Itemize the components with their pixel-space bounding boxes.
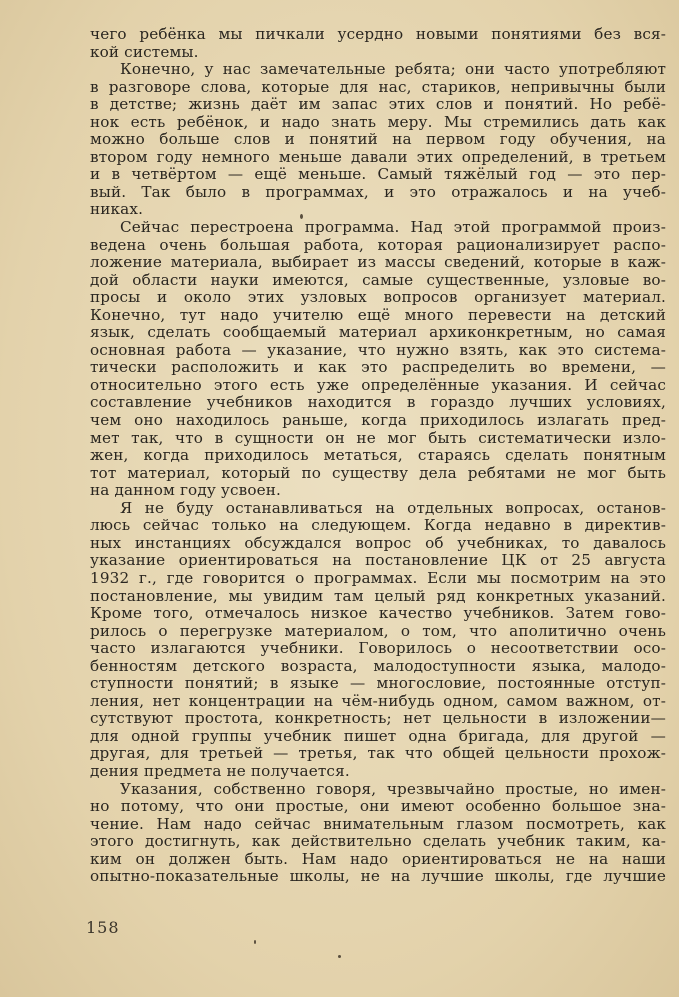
text-line: люсь сейчас только на следующем. Когда недавно в директив- (90, 517, 666, 535)
text-line: Сейчас перестроена программа. Над этой программой произ- (120, 219, 666, 237)
text-line: нок есть ребёнок, и надо знать меру. Мы стремились дать как (90, 113, 666, 131)
text-line: ким он должен быть. Нам надо ориентироваться не на наши (90, 850, 666, 868)
text-line: ложение материала, выбирает из массы сведений, которые в каж- (90, 254, 666, 272)
text-line: опытно-показательные школы, не на лучшие школы, где лучшие (90, 868, 666, 886)
text-line: жен, когда приходилось метаться, стараясь сделать понятным (90, 447, 666, 465)
text-line: для одной группы учебник пишет одна бригада, для другой — (90, 727, 666, 745)
text-line: вый. Так было в программах, и это отражалось и на учеб- (90, 183, 666, 201)
page-body (90, 26, 666, 886)
text-line: можно больше слов и понятий на первом году обучения, на (90, 131, 666, 149)
text-line: другая, для третьей — третья, так что общей цельности прохож- (90, 745, 666, 763)
text-line: просы и около этих узловых вопросов организует материал. (90, 289, 666, 307)
print-speck (300, 214, 303, 219)
text-line: никах. (90, 201, 144, 219)
text-line: тот материал, который по существу дела ребятами не мог быть (90, 464, 666, 482)
text-line: чение. Нам надо сейчас внимательным глазом посмотреть, как (90, 815, 666, 833)
text-line: ных инстанциях обсуждался вопрос об учебниках, то давалось (90, 534, 666, 552)
text-line: Указания, собственно говоря, чрезвычайно простые, но имен- (120, 780, 666, 798)
text-line: мет так, что в сущности он не мог быть систематически изло- (90, 429, 666, 447)
text-line: Конечно, у нас замечательные ребята; они часто употребляют (120, 61, 666, 79)
print-speck (338, 955, 341, 958)
text-line: тически расположить и как это распределить во времени, — (90, 359, 666, 377)
body-text (90, 26, 666, 886)
text-line: рилось о перегрузке материалом, о том, что аполитично очень (90, 622, 666, 640)
text-line: составление учебников находится в гораздо лучших условиях, (90, 394, 666, 412)
text-line: кой системы. (90, 43, 199, 61)
text-line: сутствуют простота, конкретность; нет цельности в изложении— (90, 710, 666, 728)
text-line: основная работа — указание, что нужно взять, как это система- (90, 341, 666, 359)
text-line: Кроме того, отмечалось низкое качество учебников. Затем гово- (90, 605, 666, 623)
text-line: Я не буду останавливаться на отдельных вопросах, останов- (120, 499, 666, 517)
text-line: ведена очень большая работа, которая рационализирует распо- (90, 236, 666, 254)
text-line: часто излагаются учебники. Говорилось о несоответствии осо- (90, 640, 666, 658)
text-line: на данном году усвоен. (90, 482, 282, 500)
text-line: ления, нет концентрации на чём-нибудь одном, самом важном, от- (90, 692, 666, 710)
text-line: в детстве; жизнь даёт им запас этих слов и понятий. Но ребё- (90, 96, 666, 114)
text-line: втором году немного меньше давали этих определений, в третьем (90, 148, 666, 166)
text-line: дой области науки имеются, самые существенные, узловые во- (90, 271, 666, 289)
text-line: указание ориентироваться на постановление ЦК от 25 августа (90, 552, 666, 570)
text-line: чего ребёнка мы пичкали усердно новыми понятиями без вся- (90, 26, 666, 43)
text-line: язык, сделать сообщаемый материал архиконкретным, но самая (90, 324, 666, 342)
text-line: дения предмета не получается. (90, 762, 350, 780)
text-line: и в четвёртом — ещё меньше. Самый тяжёлый год — это пер- (90, 166, 666, 184)
text-line: в разговоре слова, которые для нас, стариков, непривычны были (90, 78, 666, 96)
text-line: ступности понятий; в языке — многословие, постоянные отступ- (90, 675, 666, 693)
text-line: этого достигнуть, как действительно сделать учебник таким, ка- (90, 833, 666, 851)
text-line: чем оно находилось раньше, когда приходилось излагать пред- (90, 412, 666, 430)
text-line: 1932 г., где говорится о программах. Если мы посмотрим на это (90, 569, 666, 587)
text-line: бенностям детского возраста, малодоступности языка, малодо- (90, 657, 666, 675)
text-line: но потому, что они простые, они имеют особенно большое зна- (90, 798, 666, 816)
text-line: относительно этого есть уже определённые указания. И сейчас (90, 376, 666, 394)
print-speck (254, 940, 256, 944)
page-number: 158 (86, 918, 120, 937)
text-line: Конечно, тут надо учителю ещё много перевести на детский (90, 306, 666, 324)
text-line: постановление, мы увидим там целый ряд конкретных указаний. (90, 587, 666, 605)
